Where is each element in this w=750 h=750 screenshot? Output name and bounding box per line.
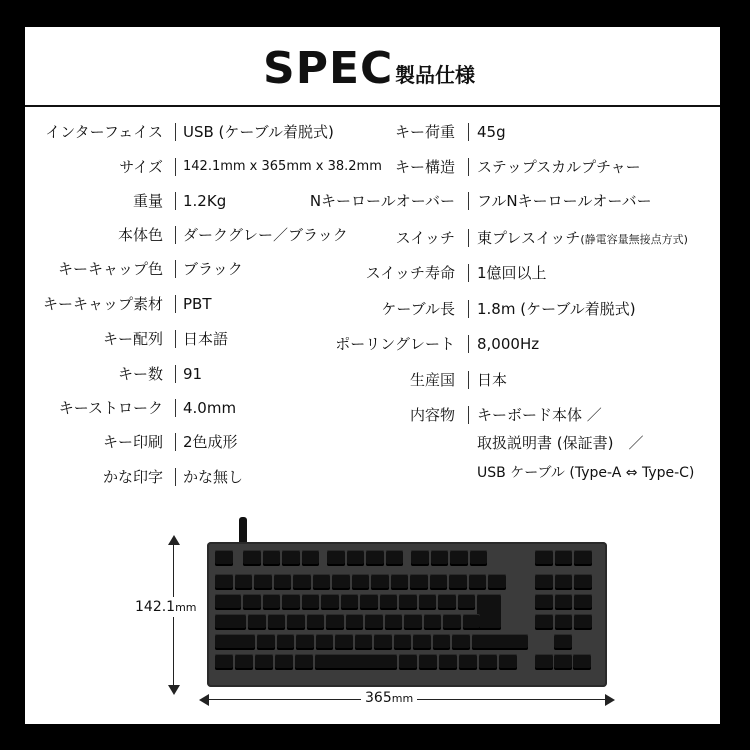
- keycap: [307, 614, 325, 630]
- page-subtitle: 製品仕様: [395, 63, 475, 87]
- divider: [175, 468, 176, 486]
- keycap: [341, 594, 359, 610]
- keycap: [535, 614, 553, 630]
- keycap: [235, 654, 253, 670]
- keycap: [574, 550, 592, 566]
- keycap: [275, 654, 293, 670]
- spec-value: 45g: [477, 123, 506, 141]
- keycap: [268, 614, 286, 630]
- spec-label: 内容物: [409, 406, 455, 424]
- keycap: [295, 654, 313, 670]
- divider: [175, 365, 176, 383]
- keycap: [335, 634, 353, 650]
- spec-label: 本体色: [117, 226, 163, 244]
- keycap: [488, 574, 506, 590]
- keycap: [477, 594, 501, 630]
- keycap: [255, 654, 273, 670]
- spec-value: 1.2Kg: [183, 192, 227, 210]
- keycap: [413, 634, 431, 650]
- spec-value: PBT: [183, 295, 212, 313]
- spec-label: ポーリングレート: [335, 335, 455, 353]
- spec-label: キーストローク: [58, 399, 163, 417]
- spec-value: 8,000Hz: [477, 335, 540, 353]
- keycap: [399, 654, 417, 670]
- keycap: [449, 574, 467, 590]
- keycap: [394, 634, 412, 650]
- spec-label: スイッチ寿命: [365, 264, 455, 282]
- spec-value: ブラック: [183, 260, 243, 278]
- spec-value-line: USB ケーブル (Type-A ⇔ Type-C): [477, 465, 695, 481]
- keycap: [360, 594, 378, 610]
- divider: [468, 371, 469, 389]
- arrow-up-icon: [168, 535, 180, 545]
- keycap: [215, 574, 233, 590]
- keycap: [535, 550, 553, 566]
- spec-label: ケーブル長: [381, 300, 455, 318]
- divider: [468, 264, 469, 282]
- keycap: [458, 594, 476, 610]
- divider: [468, 406, 469, 424]
- divider: [175, 433, 176, 451]
- keycap: [215, 550, 233, 566]
- width-dimension-label: [361, 690, 417, 706]
- keyboard-image: [207, 542, 607, 687]
- keycap: [347, 550, 365, 566]
- keycap: [430, 574, 448, 590]
- divider: [175, 226, 176, 244]
- keycap: [554, 634, 572, 650]
- spec-value: ステップスカルプチャー: [477, 158, 641, 176]
- spec-label: 重量: [132, 192, 163, 210]
- spec-value: 1億回以上: [477, 264, 547, 282]
- keycap: [443, 614, 461, 630]
- divider: [175, 123, 176, 141]
- divider: [468, 335, 469, 353]
- keycap: [315, 654, 397, 670]
- keycap: [313, 574, 331, 590]
- keycap: [463, 614, 481, 630]
- keycap: [404, 614, 422, 630]
- spec-value-note: (静電容量無接点方式): [580, 233, 688, 246]
- spec-value: 4.0mm: [183, 399, 237, 417]
- keycap: [215, 594, 241, 610]
- spec-label: キー数: [117, 365, 163, 383]
- height-value: 142.1: [135, 599, 176, 615]
- arrow-left-icon: [199, 694, 209, 706]
- keycap: [410, 574, 428, 590]
- divider: [468, 192, 469, 210]
- keycap: [282, 594, 300, 610]
- keycap: [282, 550, 300, 566]
- keycap: [555, 574, 573, 590]
- spec-value: 1.8m (ケーブル着脱式): [477, 300, 636, 318]
- keycap: [316, 634, 334, 650]
- keycap: [573, 654, 591, 670]
- spec-label: サイズ: [119, 158, 163, 176]
- spec-label: キーキャップ色: [57, 260, 163, 278]
- spec-value: キーボード本体 ／: [477, 406, 602, 424]
- height-dimension-label: [135, 597, 197, 617]
- keycap: [385, 614, 403, 630]
- keycap: [263, 594, 281, 610]
- keycap: [380, 594, 398, 610]
- header: [25, 27, 720, 105]
- keycap: [235, 574, 253, 590]
- spec-label: かな印字: [102, 468, 163, 486]
- keycap: [439, 654, 457, 670]
- keycap: [574, 574, 592, 590]
- keycap: [554, 654, 572, 670]
- keycap: [535, 574, 553, 590]
- keycap: [263, 550, 281, 566]
- keycap: [459, 654, 477, 670]
- keycap: [365, 614, 383, 630]
- divider: [175, 158, 176, 176]
- keycap: [419, 654, 437, 670]
- keycap: [215, 634, 255, 650]
- keycap: [479, 654, 497, 670]
- keycap: [499, 654, 517, 670]
- keycap: [302, 594, 320, 610]
- keycap: [352, 574, 370, 590]
- keycap: [555, 550, 573, 566]
- keycap: [257, 634, 275, 650]
- keycap: [371, 574, 389, 590]
- width-unit: mm: [391, 692, 414, 705]
- keycap: [243, 594, 261, 610]
- spec-value: 日本: [477, 371, 508, 389]
- keycap: [321, 594, 339, 610]
- keycap: [391, 574, 409, 590]
- keycap: [215, 654, 233, 670]
- keycap: [248, 614, 266, 630]
- spec-value: 142.1mm x 365mm x 38.2mm: [183, 159, 382, 174]
- arrow-right-icon: [605, 694, 615, 706]
- keycap: [411, 550, 429, 566]
- keycap: [277, 634, 295, 650]
- keycap: [535, 654, 553, 670]
- keycap: [326, 614, 344, 630]
- keyboard-diagram: [25, 517, 720, 724]
- spec-label: Nキーロールオーバー: [309, 192, 455, 210]
- keycap: [438, 594, 456, 610]
- keycap: [355, 634, 373, 650]
- page-title: SPEC: [263, 43, 394, 94]
- divider: [468, 158, 469, 176]
- keycap: [555, 614, 573, 630]
- keycap: [386, 550, 404, 566]
- keycap: [346, 614, 364, 630]
- keycap: [419, 594, 437, 610]
- divider: [175, 399, 176, 417]
- keycap: [254, 574, 272, 590]
- keycap: [472, 634, 528, 650]
- spec-label: キー荷重: [394, 123, 455, 141]
- keycap: [366, 550, 384, 566]
- keycap: [452, 634, 470, 650]
- arrow-down-icon: [168, 685, 180, 695]
- keycap: [555, 594, 573, 610]
- keycap: [424, 614, 442, 630]
- divider: [175, 330, 176, 348]
- spec-value: 91: [183, 365, 203, 383]
- keycap: [296, 634, 314, 650]
- divider: [175, 260, 176, 278]
- spec-label: キーキャップ素材: [42, 295, 163, 313]
- spec-label: インターフェイス: [45, 123, 163, 141]
- width-value: 365: [365, 690, 392, 706]
- spec-value: 2色成形: [183, 433, 238, 451]
- keycap: [302, 550, 320, 566]
- divider: [468, 229, 469, 247]
- spec-label: 生産国: [409, 371, 455, 389]
- spec-label: キー配列: [102, 330, 163, 348]
- spec-label: スイッチ: [395, 229, 455, 247]
- keycap: [374, 634, 392, 650]
- divider: [468, 300, 469, 318]
- header-divider: [25, 105, 720, 107]
- spec-value: 日本語: [183, 330, 229, 348]
- spec-card: [25, 27, 720, 724]
- spec-value: [477, 228, 688, 250]
- keycap: [574, 614, 592, 630]
- keycap: [450, 550, 468, 566]
- keycap: [327, 550, 345, 566]
- keycap: [535, 594, 553, 610]
- keycap: [470, 550, 488, 566]
- divider: [468, 123, 469, 141]
- spec-value: USB (ケーブル着脱式): [183, 123, 334, 141]
- keycap: [469, 574, 487, 590]
- spec-value-line: 取扱説明書 (保証書) ／: [477, 434, 644, 452]
- spec-label: キー構造: [394, 158, 455, 176]
- keycap: [287, 614, 305, 630]
- spec-label: キー印刷: [102, 433, 163, 451]
- divider: [175, 192, 176, 210]
- height-unit: mm: [175, 601, 197, 614]
- keycap: [332, 574, 350, 590]
- divider: [175, 295, 176, 313]
- spec-value: ダークグレー／ブラック: [183, 226, 348, 244]
- keycap: [293, 574, 311, 590]
- keycap: [399, 594, 417, 610]
- spec-value: かな無し: [183, 468, 244, 486]
- keycap: [243, 550, 261, 566]
- keycap: [274, 574, 292, 590]
- spec-value: フルNキーロールオーバー: [477, 192, 652, 210]
- keycap: [574, 594, 592, 610]
- spec-value-main: 東プレスイッチ: [477, 229, 581, 247]
- keycap: [431, 550, 449, 566]
- keycap: [433, 634, 451, 650]
- keycap: [215, 614, 246, 630]
